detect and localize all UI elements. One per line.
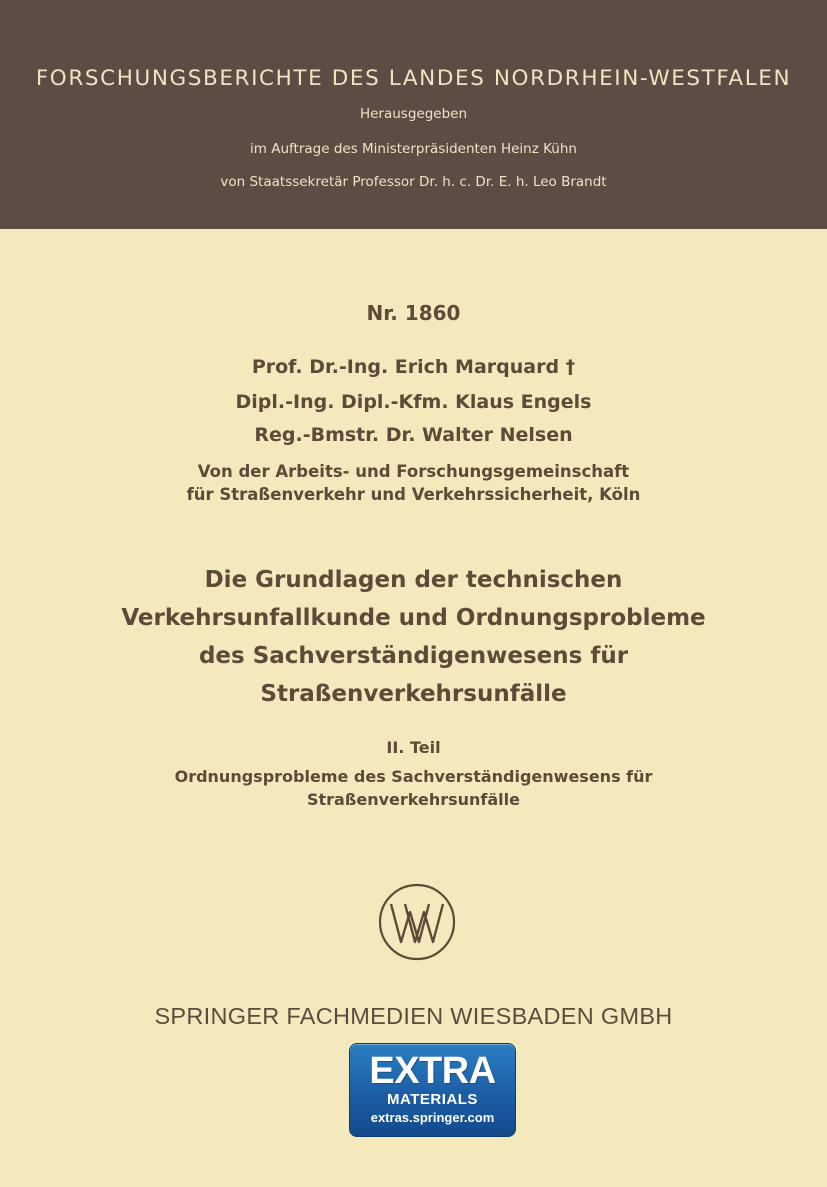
book-title-line-1: Die Grundlagen der technischen xyxy=(204,567,623,593)
editor-line-commission: im Auftrage des Ministerpräsidenten Heinz Kühn xyxy=(250,141,577,157)
author-1: Prof. Dr.-Ing. Erich Marquard † xyxy=(251,356,576,378)
book-title-line-2: Verkehrsunfallkunde und Ordnungsprobleme xyxy=(121,605,706,631)
book-title-line-3: des Sachverständigenwesens für xyxy=(198,643,629,669)
report-number: Nr. 1860 xyxy=(366,301,461,325)
part-label: II. Teil xyxy=(386,738,441,757)
publisher-logo-icon xyxy=(377,882,457,962)
series-title: FORSCHUNGSBERICHTE DES LANDES NORDRHEIN-WESTFALEN xyxy=(35,66,792,91)
editor-line-published: Herausgegeben xyxy=(359,106,468,122)
publisher-name: SPRINGER FACHMEDIEN WIESBADEN GMBH xyxy=(154,1003,673,1029)
book-title-line-4: Straßenverkehrsunfälle xyxy=(260,681,567,707)
author-3: Reg.-Bmstr. Dr. Walter Nelsen xyxy=(254,424,573,446)
badge-materials-text: MATERIALS xyxy=(387,1091,478,1108)
series-header-band xyxy=(0,0,827,229)
badge-url[interactable]: extras.springer.com xyxy=(370,1110,495,1125)
badge-extra-text: EXTRA xyxy=(369,1050,496,1092)
organization-line-2: für Straßenverkehr und Verkehrssicherheit, Köln xyxy=(186,485,641,504)
organization-line-1: Von der Arbeits- und Forschungsgemeinschaft xyxy=(197,462,630,481)
author-2: Dipl.-Ing. Dipl.-Kfm. Klaus Engels xyxy=(235,391,592,413)
subtitle-line-2: Straßenverkehrsunfälle xyxy=(306,790,520,809)
subtitle-line-1: Ordnungsprobleme des Sachverständigenwesens für xyxy=(174,767,653,786)
extra-materials-badge[interactable] xyxy=(349,1043,516,1137)
editor-line-editor: von Staatssekretär Professor Dr. h. c. Dr. E. h. Leo Brandt xyxy=(220,174,607,190)
